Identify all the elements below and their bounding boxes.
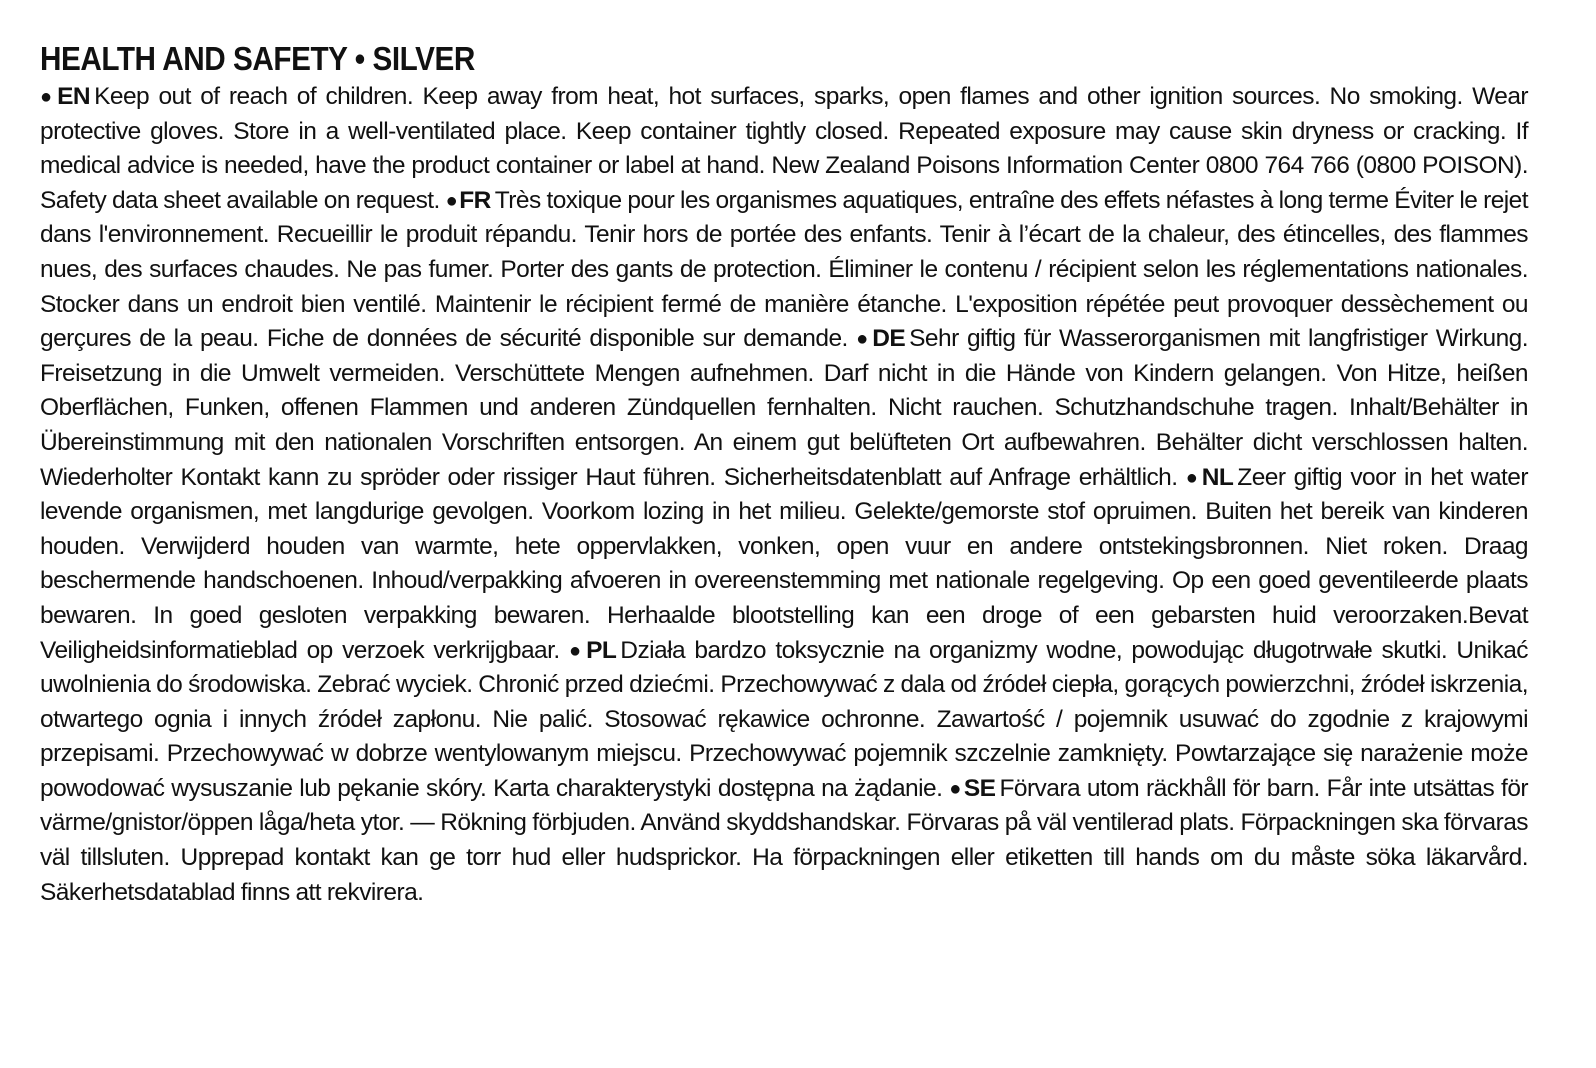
bullet-icon: ● <box>949 777 962 800</box>
language-code: NL <box>1201 463 1234 491</box>
bullet-icon: ● <box>40 86 56 108</box>
language-code: PL <box>586 636 617 664</box>
language-code: FR <box>459 186 491 214</box>
language-code: DE <box>872 325 906 353</box>
bullet-icon: ● <box>568 639 585 662</box>
section-text: Działa bardzo toksycznie na organizmy wodne, powodując długotrwałe skutki. Unikać uwolnienia do środowiska. Zebrać wyciek. Chronić przed dziećmi. Przechowywać z dala od źródeł ciepła, gorących powierzchni, źródeł iskrzenia, otwartego ognia i innych źródeł zapłonu. Nie palić. Stosować rękawice ochronne. Zawartość / pojemnik usuwać do zgodnie z krajowymi przepisami. Przechowywać w dobrze wentylowanym miejscu. Przechowywać pojemnik szczelnie zamknięty. Powtarzające się narażenie może powodować wysuszanie lub pękanie skóry. Karta charakterystyki dostępna na żądanie. <box>40 636 1529 802</box>
section-text: Très toxique pour les organismes aquatiques, entraîne des effets néfastes à long terme Éviter le rejet dans l'environnement. Recueillir le produit répandu. Tenir hors de portée des enfants. Tenir à l’écart de la chaleur, des étincelles, des flammes nues, des surfaces chaudes. Ne pas fumer. Porter des gants de protection. Éliminer le contenu / récipient selon les réglementations nationales. Stocker dans un endroit bien ventilé. Maintenir le récipient fermé de manière étanche. L'exposition répétée peut provoquer dessèchement ou gerçures de la peau. Fiche de données de sécurité disponible sur demande. <box>40 186 1528 353</box>
section-text: Zeer giftig voor in het water levende organismen, met langdurige gevolgen. Voorkom lozing in het milieu. Gelekte/gemorste stof opruimen. Buiten het bereik van kinderen houden. Verwijderd houden van warmte, hete oppervlakken, vonken, open vuur en andere ontstekingsbronnen. Niet roken. Draag beschermende handschoenen. Inhoud/verpakking afvoeren in overeenstemming met nationale regelgeving. Op een goed geventileerde plaats bewaren. In goed gesloten verpakking bewaren. Herhaalde blootstelling kan een droge of een gebarsten huid veroorzaken.Bevat Veiligheidsinformatieblad op verzoek verkrijgbaar. <box>40 463 1528 664</box>
section-nl <box>40 464 1528 664</box>
language-code: SE <box>963 774 996 802</box>
language-code: EN <box>57 83 91 110</box>
section-text: Keep out of reach of children. Keep away from heat, hot surfaces, sparks, open flames and other ignition sources. No smoking. Wear protective gloves. Store in a well-ventilated place. Keep container tightly closed. Repeated exposure may cause skin dryness or cracking. If medical advice is needed, have the product container or label at hand. New Zealand Poisons Information Center 0800 764 766 (0800 POISON). Safety data sheet available on request. <box>40 83 1529 214</box>
bullet-icon: ● <box>856 328 871 351</box>
safety-text <box>40 80 1528 910</box>
section-text: Förvara utom räckhåll för barn. Får inte utsättas för värme/gnistor/öppen låga/heta ytor. — Rökning förbjuden. Använd skyddshandskar. Förvaras på väl ventilerad plats. Förpackningen ska förvaras väl tillsluten. Upprepad kontakt kan ge torr hud eller hudsprickor. Ha förpackningen eller etiketten till hands om du måste söka läkarvård. Säkerhetsdatablad finns att rekvirera. <box>40 774 1529 906</box>
bullet-icon: ● <box>445 189 458 212</box>
bullet-icon: ● <box>1185 466 1200 489</box>
page-title: HEALTH AND SAFETY • SILVER <box>40 40 475 77</box>
section-text: Sehr giftig für Wasserorganismen mit langfristiger Wirkung. Freisetzung in die Umwelt vermeiden. Verschüttete Mengen aufnehmen. Darf nicht in die Hände von Kindern gelangen. Von Hitze, heißen Oberflächen, Funken, offenen Flammen und anderen Zündquellen fernhalten. Nicht rauchen. Schutzhandschuhe tragen. Inhalt/Behälter in Übereinstimmung mit den nationalen Vorschriften entsorgen. An einem gut belüfteten Ort aufbewahren. Behälter dicht verschlossen halten. Wiederholter Kontakt kann zu spröder oder rissiger Haut führen. Sicherheitsdatenblatt auf Anfrage erhältlich. <box>40 325 1529 491</box>
safety-label <box>40 36 1528 910</box>
